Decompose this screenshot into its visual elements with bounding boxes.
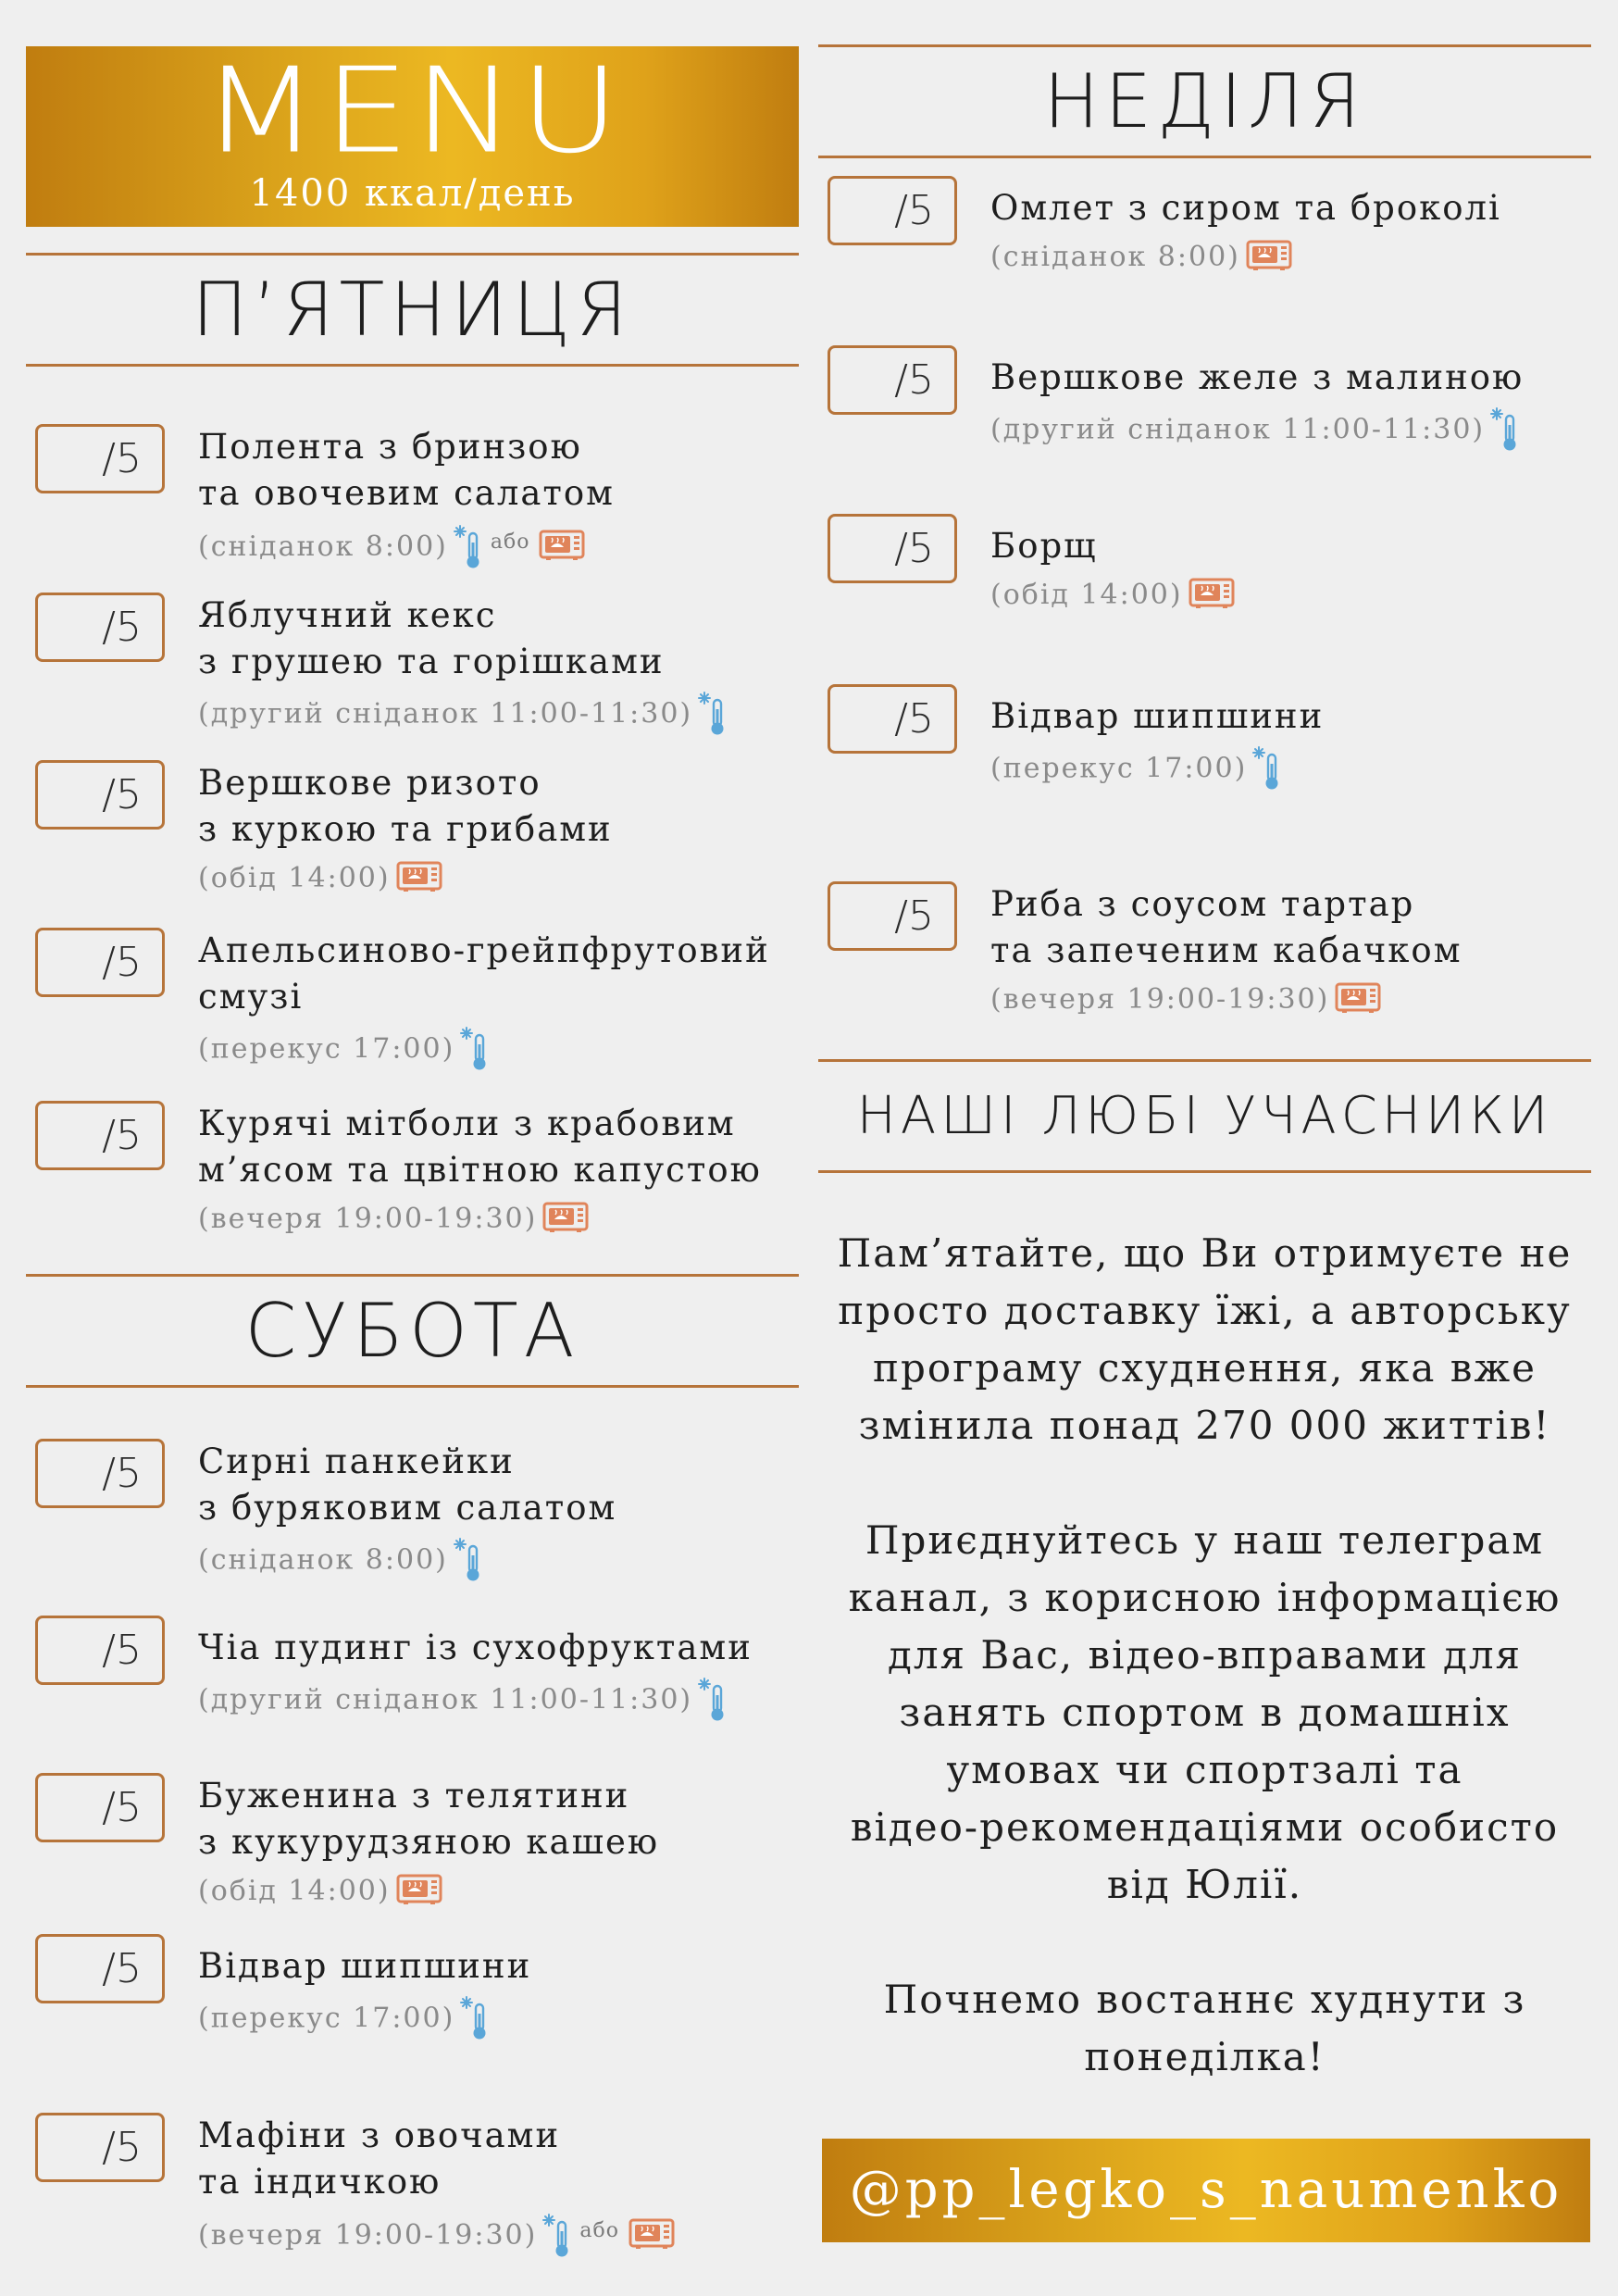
dish-name: Відвар шипшини xyxy=(198,1946,532,1986)
microwave-icon xyxy=(396,1873,442,1906)
rating-input[interactable]: /5 xyxy=(35,1439,165,1508)
meal-time-row xyxy=(990,745,1284,794)
meal-time-row xyxy=(198,858,442,900)
sunday-heading: НЕДІЛЯ xyxy=(818,44,1591,158)
rating-input[interactable]: /5 xyxy=(828,684,957,754)
dish-name: Чіа пудинг із сухофруктами xyxy=(198,1628,753,1667)
thermometer-snowflake-icon xyxy=(698,1677,729,1723)
members-paragraph-1: Пам’ятайте, що Ви отримуєте не просто доставку їжі, а авторську програму схуднення, яка вже змінила понад 270 000 життів! xyxy=(837,1230,1573,1448)
thermometer-snowflake-icon xyxy=(454,1537,485,1583)
menu-banner xyxy=(26,42,799,227)
rating-input[interactable]: /5 xyxy=(828,881,957,951)
rating-input[interactable]: /5 xyxy=(35,760,165,830)
microwave-icon xyxy=(629,2217,675,2251)
serve-cold-icon xyxy=(454,1537,485,1586)
rating-input[interactable]: /5 xyxy=(828,176,957,245)
microwave-icon xyxy=(542,1201,589,1234)
rating-input[interactable]: /5 xyxy=(35,1773,165,1842)
meal-time: (обід 14:00) xyxy=(198,1875,391,1907)
meal-time-row xyxy=(198,522,585,573)
microwave-icon xyxy=(1335,981,1381,1015)
serve-cold-icon xyxy=(460,1026,492,1075)
microwave-icon xyxy=(396,860,442,893)
serve-cold-icon xyxy=(1490,406,1522,455)
serve-cold-icon xyxy=(542,2213,574,2262)
meal-time: (вечеря 19:00-19:30) xyxy=(198,2219,538,2252)
meal-time-row xyxy=(198,1199,589,1241)
microwave-icon xyxy=(1189,577,1235,610)
members-paragraph-3: Почнемо востаннє худнути з понеділка! xyxy=(883,1977,1526,2079)
meal-time-row xyxy=(198,1537,485,1586)
or-label: або xyxy=(490,530,530,554)
members-text xyxy=(818,1225,1591,2086)
meal-time-row xyxy=(990,980,1381,1021)
friday-heading: П’ЯТНИЦЯ xyxy=(26,253,799,367)
rating-input[interactable]: /5 xyxy=(828,514,957,583)
reheat-icon xyxy=(539,528,585,568)
meal-time-row xyxy=(198,1677,729,1726)
dish-name: Буженина з телятини з кукурудзяною кашею xyxy=(198,1776,660,1862)
dish-name: Курячі мітболи з крабовим м’ясом та цвітною капустою xyxy=(198,1104,762,1190)
dish-name: Вершкове желе з малиною xyxy=(990,357,1525,397)
rating-input[interactable]: /5 xyxy=(35,424,165,493)
meal-time: (сніданок 8:00) xyxy=(198,1543,448,1577)
meal-time-row xyxy=(990,575,1235,617)
meal-time: (вечеря 19:00-19:30) xyxy=(198,1203,538,1235)
saturday-heading: СУБОТА xyxy=(26,1274,799,1388)
thermometer-snowflake-icon xyxy=(454,524,485,570)
meal-time: (другий сніданок 11:00-11:30) xyxy=(990,413,1486,446)
meal-time-row xyxy=(990,406,1522,455)
thermometer-snowflake-icon xyxy=(542,2213,574,2259)
reheat-icon xyxy=(396,859,442,900)
rating-input[interactable]: /5 xyxy=(35,2113,165,2182)
dish-name: Яблучний кекс з грушею та горішками xyxy=(198,595,665,681)
thermometer-snowflake-icon xyxy=(1252,745,1284,792)
meal-time-row xyxy=(198,691,729,740)
menu-title: MENU xyxy=(201,42,624,180)
microwave-icon xyxy=(1246,239,1292,272)
serve-cold-icon xyxy=(454,524,485,573)
meal-time-row xyxy=(198,1871,442,1913)
members-heading: НАШІ ЛЮБІ УЧАСНИКИ xyxy=(818,1059,1591,1173)
dish-name: Сирні панкейки з буряковим салатом xyxy=(198,1441,617,1528)
meal-time: (вечеря 19:00-19:30) xyxy=(990,983,1330,1016)
meal-time: (перекус 17:00) xyxy=(990,752,1248,785)
meal-time-row xyxy=(990,237,1292,279)
microwave-icon xyxy=(539,529,585,562)
rating-input[interactable]: /5 xyxy=(35,593,165,662)
meal-time: (обід 14:00) xyxy=(990,579,1183,611)
dish-name: Риба з соусом тартар та запеченим кабачком xyxy=(990,884,1462,970)
meal-time-row xyxy=(198,1995,492,2044)
thermometer-snowflake-icon xyxy=(698,691,729,737)
rating-input[interactable]: /5 xyxy=(35,1616,165,1685)
reheat-icon xyxy=(629,2216,675,2257)
meal-time: (обід 14:00) xyxy=(198,862,391,894)
reheat-icon xyxy=(1335,980,1381,1021)
meal-time: (другий сніданок 11:00-11:30) xyxy=(198,697,693,730)
serve-cold-icon xyxy=(460,1995,492,2044)
meal-time: (сніданок 8:00) xyxy=(990,241,1240,273)
dish-name: Відвар шипшини xyxy=(990,696,1325,736)
reheat-icon xyxy=(396,1872,442,1913)
meal-time-row xyxy=(198,1026,492,1075)
telegram-handle-link[interactable]: @pp_legko_s_naumenko xyxy=(822,2139,1590,2242)
rating-input[interactable]: /5 xyxy=(35,1101,165,1170)
thermometer-snowflake-icon xyxy=(460,1026,492,1072)
reheat-icon xyxy=(542,1200,589,1241)
rating-input[interactable]: /5 xyxy=(35,1934,165,2003)
meal-time: (сніданок 8:00) xyxy=(198,530,448,563)
reheat-icon xyxy=(1189,576,1235,617)
dish-name: Мафіни з овочами та індичкою xyxy=(198,2115,561,2202)
meal-time: (перекус 17:00) xyxy=(198,1032,455,1066)
meal-time: (перекус 17:00) xyxy=(198,2002,455,2035)
dish-name: Омлет з сиром та броколі xyxy=(990,188,1501,228)
dish-name: Апельсиново-грейпфрутовий смузі xyxy=(198,930,770,1017)
serve-cold-icon xyxy=(1252,745,1284,794)
members-paragraph-2: Приєднуйтесь у наш телеграм канал, з корисною інформацією для Вас, відео-вправами для занять спортом в домашніх умовах чи спортзалі та відео-рекомендаціями особисто від Юлії. xyxy=(848,1517,1562,1907)
rating-input[interactable]: /5 xyxy=(35,928,165,997)
meal-time: (другий сніданок 11:00-11:30) xyxy=(198,1683,693,1716)
serve-cold-icon xyxy=(698,1677,729,1726)
thermometer-snowflake-icon xyxy=(460,1995,492,2041)
reheat-icon xyxy=(1246,238,1292,279)
serve-cold-icon xyxy=(698,691,729,740)
calories-subtitle: 1400 ккал/день xyxy=(249,172,576,215)
dish-name: Вершкове ризото з куркою та грибами xyxy=(198,763,613,849)
rating-input[interactable]: /5 xyxy=(828,345,957,415)
meal-time-row xyxy=(198,2211,675,2262)
or-label: або xyxy=(579,2219,619,2242)
dish-name: Борщ xyxy=(990,526,1098,566)
thermometer-snowflake-icon xyxy=(1490,406,1522,453)
dish-name: Полента з бринзою та овочевим салатом xyxy=(198,427,615,513)
